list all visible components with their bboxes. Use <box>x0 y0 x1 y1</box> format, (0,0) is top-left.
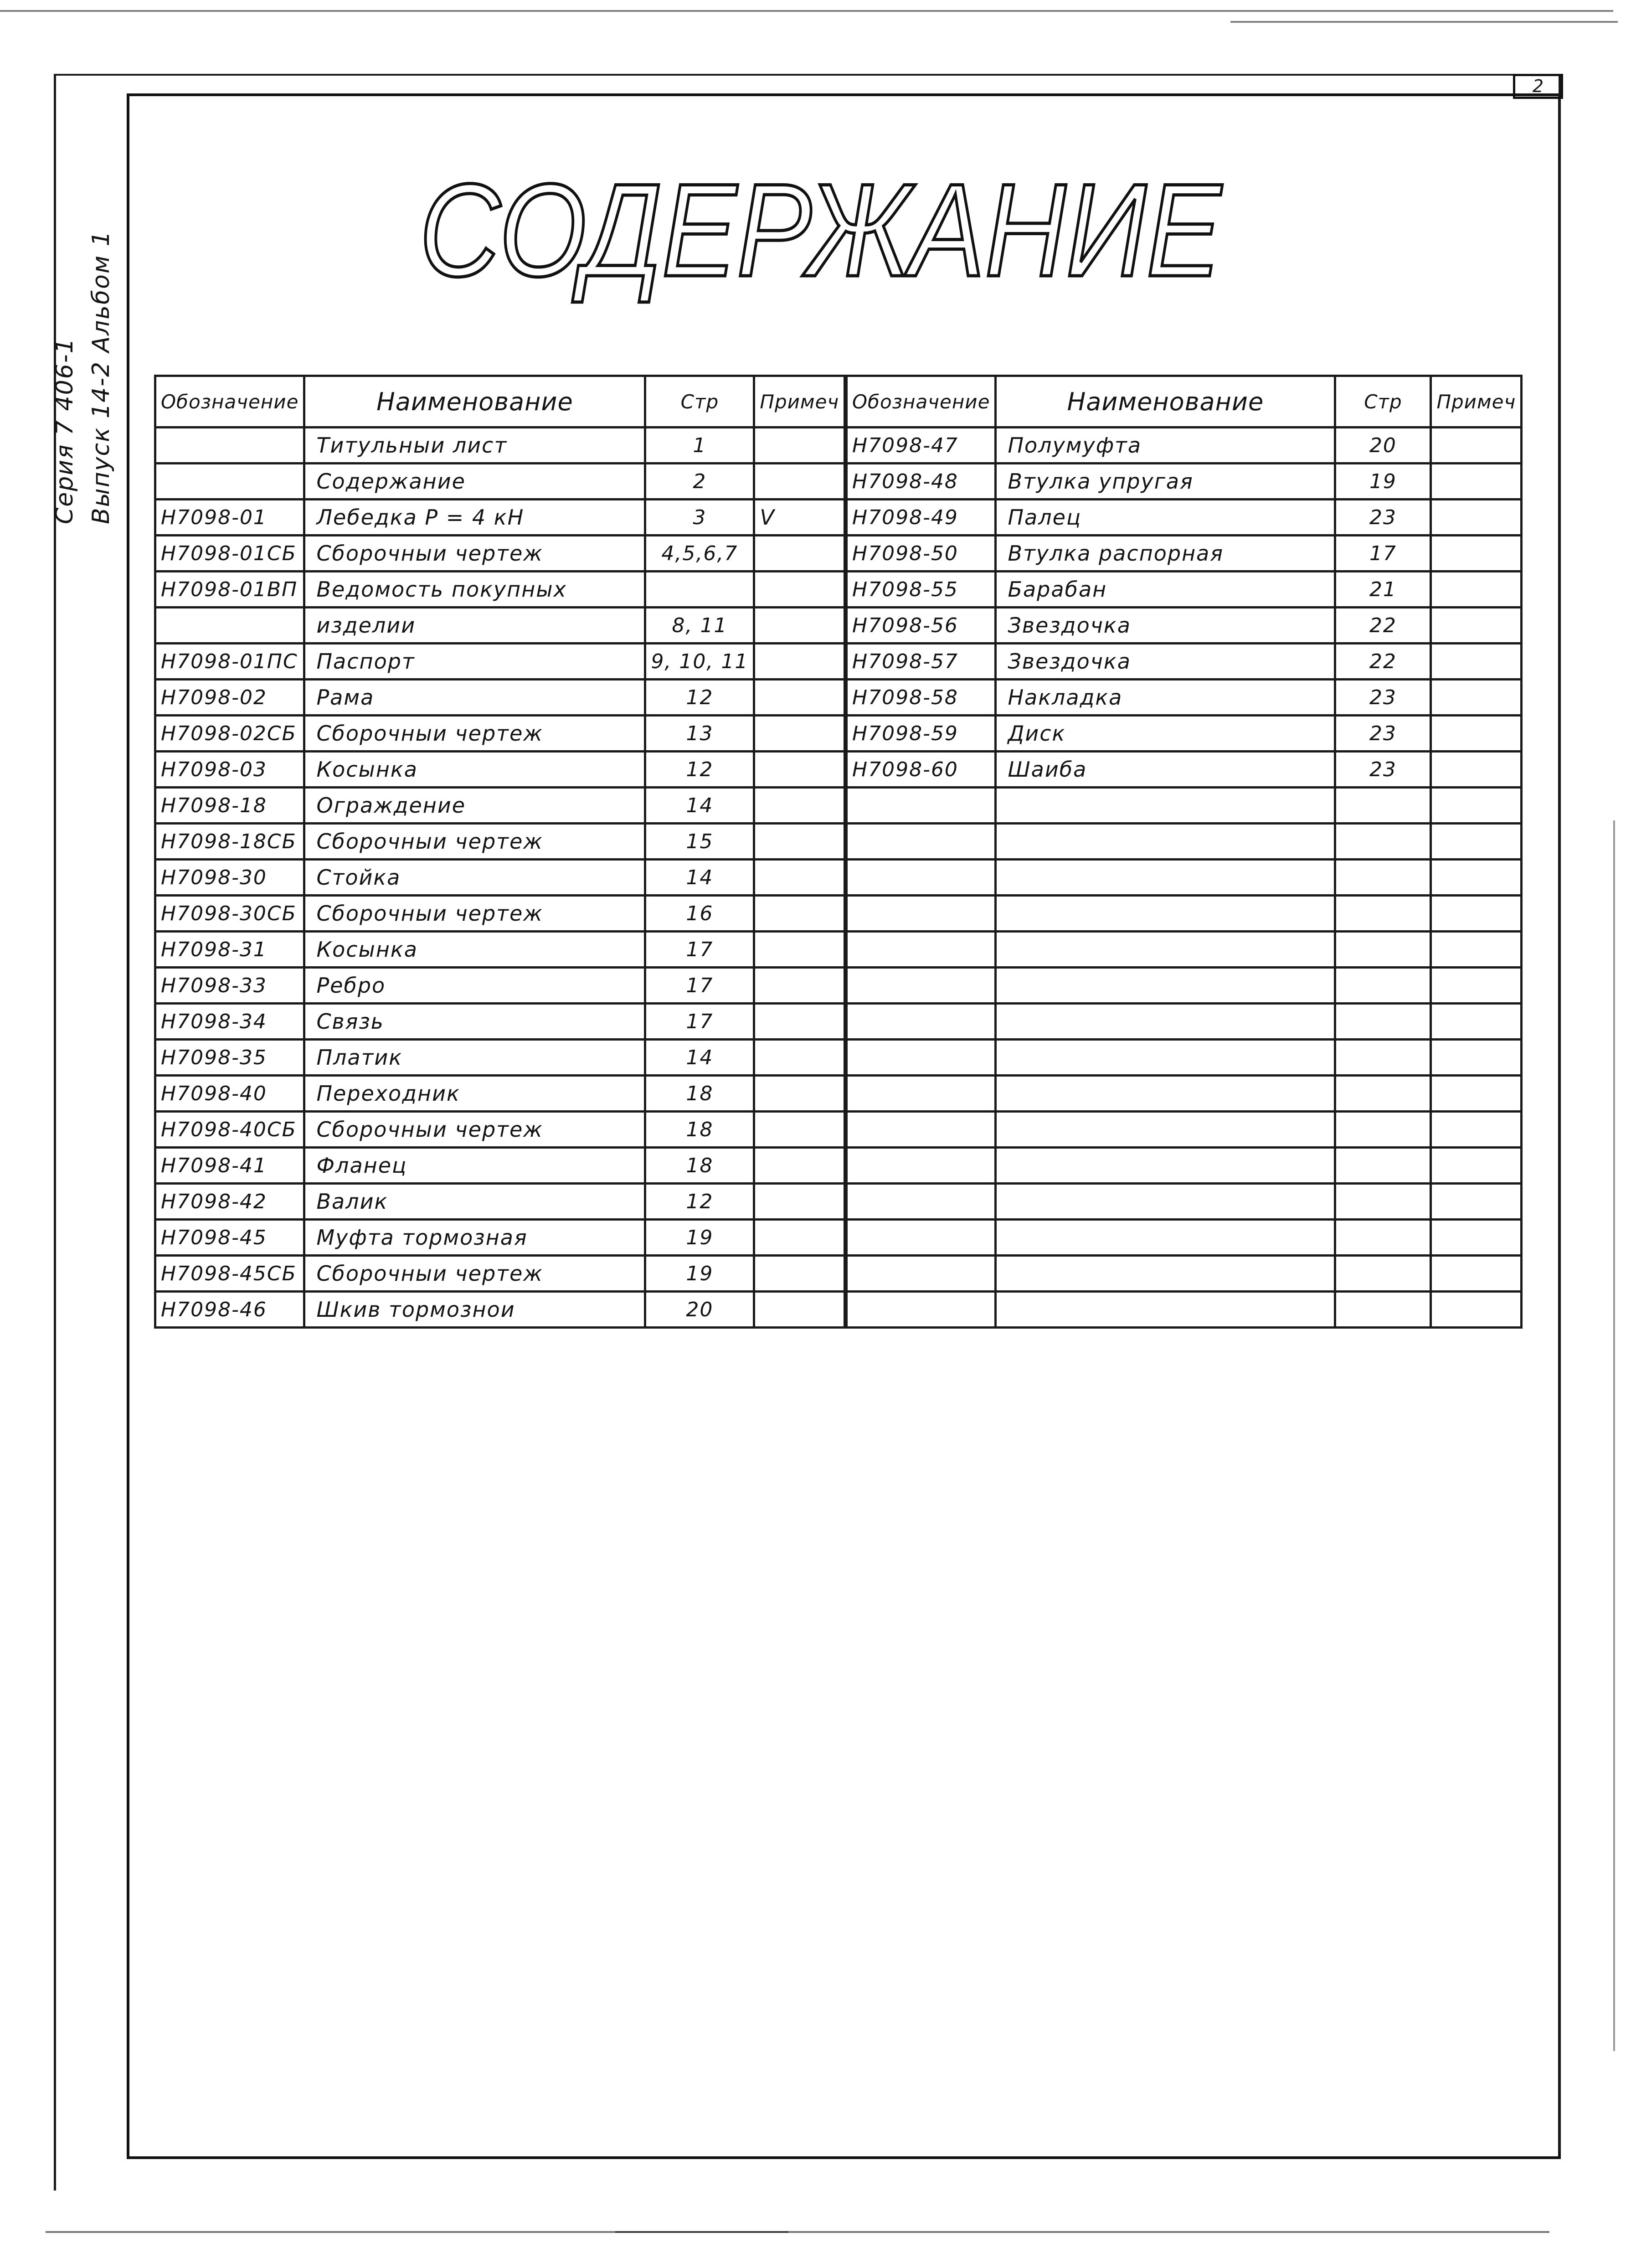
note-cell <box>754 608 845 644</box>
name-cell <box>996 896 1335 932</box>
name-cell: Ребро <box>304 968 645 1004</box>
note-cell <box>754 572 845 608</box>
code-cell <box>847 860 996 896</box>
note-cell <box>754 896 845 932</box>
note-cell <box>1431 860 1522 896</box>
note-cell <box>754 1220 845 1256</box>
toc-table-right <box>845 375 1523 1329</box>
code-cell <box>847 1184 996 1220</box>
page-cell <box>1335 1112 1431 1148</box>
header-code: Обозначение <box>847 376 996 428</box>
page-cell <box>1335 1184 1431 1220</box>
note-cell <box>754 1004 845 1040</box>
series-label: Серия 7 406-1 <box>51 337 78 524</box>
name-cell: Лебедка Р = 4 кН <box>304 500 645 536</box>
table-row <box>155 536 845 572</box>
table-row <box>847 1040 1522 1076</box>
note-cell <box>754 1292 845 1328</box>
table-row <box>847 680 1522 716</box>
code-cell <box>847 1076 996 1112</box>
code-cell: Н7098-40СБ <box>155 1112 304 1148</box>
code-cell: Н7098-45 <box>155 1220 304 1256</box>
name-cell: Валик <box>304 1184 645 1220</box>
table-row <box>847 788 1522 824</box>
top-scan-line <box>0 10 1613 12</box>
page-cell: 4,5,6,7 <box>645 536 754 572</box>
name-cell <box>996 1184 1335 1220</box>
page-cell <box>1335 1292 1431 1328</box>
header-page: Стр <box>1335 376 1431 428</box>
note-cell <box>1431 644 1522 680</box>
code-cell: Н7098-42 <box>155 1184 304 1220</box>
table-row <box>847 752 1522 788</box>
page-cell: 17 <box>645 932 754 968</box>
table-row <box>155 896 845 932</box>
code-cell: Н7098-02 <box>155 680 304 716</box>
table-row <box>847 464 1522 500</box>
note-cell <box>1431 464 1522 500</box>
name-cell <box>996 1112 1335 1148</box>
table-row <box>155 716 845 752</box>
code-cell <box>847 1112 996 1148</box>
note-cell <box>754 536 845 572</box>
page-cell: 1 <box>645 428 754 464</box>
note-cell <box>1431 1292 1522 1328</box>
code-cell: Н7098-33 <box>155 968 304 1004</box>
code-cell: Н7098-01ВП <box>155 572 304 608</box>
table-row <box>847 932 1522 968</box>
name-cell: Переходник <box>304 1076 645 1112</box>
table-row <box>155 1076 845 1112</box>
table-row <box>155 1112 845 1148</box>
note-cell <box>1431 572 1522 608</box>
page-cell <box>1335 1004 1431 1040</box>
table-row <box>847 896 1522 932</box>
note-cell <box>754 464 845 500</box>
page-cell: 23 <box>1335 752 1431 788</box>
page-cell: 14 <box>645 788 754 824</box>
issue-label: Выпуск 14-2 Альбом 1 <box>87 230 115 524</box>
code-cell <box>847 896 996 932</box>
note-cell <box>754 1256 845 1292</box>
table-row <box>155 608 845 644</box>
table-row <box>847 1220 1522 1256</box>
table-row <box>847 572 1522 608</box>
code-cell: Н7098-50 <box>847 536 996 572</box>
code-cell: Н7098-31 <box>155 932 304 968</box>
name-cell: Сборочныи чертеж <box>304 716 645 752</box>
note-cell <box>1431 788 1522 824</box>
code-cell: Н7098-30 <box>155 860 304 896</box>
note-cell <box>1431 1112 1522 1148</box>
name-cell: Полумуфта <box>996 428 1335 464</box>
table-row <box>847 1004 1522 1040</box>
page-cell: 12 <box>645 680 754 716</box>
table-row <box>847 1184 1522 1220</box>
note-cell <box>754 428 845 464</box>
note-cell <box>754 680 845 716</box>
name-cell: Втулка упругая <box>996 464 1335 500</box>
name-cell <box>996 1040 1335 1076</box>
name-cell: Шаиба <box>996 752 1335 788</box>
code-cell: Н7098-56 <box>847 608 996 644</box>
sheet-number: 2 <box>1513 74 1563 99</box>
name-cell: Косынка <box>304 932 645 968</box>
page-cell <box>1335 1220 1431 1256</box>
table-row <box>155 680 845 716</box>
page-cell: 18 <box>645 1148 754 1184</box>
table-row <box>155 860 845 896</box>
page-cell: 23 <box>1335 716 1431 752</box>
code-cell <box>847 1220 996 1256</box>
page-cell: 19 <box>645 1220 754 1256</box>
code-cell <box>847 1004 996 1040</box>
page-cell <box>1335 1076 1431 1112</box>
page-cell: 20 <box>645 1292 754 1328</box>
page-cell: 13 <box>645 716 754 752</box>
code-cell <box>847 932 996 968</box>
code-cell <box>847 1148 996 1184</box>
note-cell <box>754 1076 845 1112</box>
code-cell <box>847 968 996 1004</box>
table-row <box>155 932 845 968</box>
page-cell: 19 <box>645 1256 754 1292</box>
table-row <box>847 1148 1522 1184</box>
toc-table-left <box>154 375 846 1329</box>
note-cell <box>1431 752 1522 788</box>
name-cell: Ведомость покупных <box>304 572 645 608</box>
page-cell: 22 <box>1335 608 1431 644</box>
code-cell <box>847 1292 996 1328</box>
table-row <box>155 572 845 608</box>
code-cell: Н7098-57 <box>847 644 996 680</box>
code-cell: Н7098-40 <box>155 1076 304 1112</box>
code-cell: Н7098-34 <box>155 1004 304 1040</box>
note-cell <box>1431 824 1522 860</box>
name-cell: Шкив тормознои <box>304 1292 645 1328</box>
page-cell: 18 <box>645 1076 754 1112</box>
table-row <box>847 1076 1522 1112</box>
note-cell <box>1431 680 1522 716</box>
name-cell <box>996 824 1335 860</box>
note-cell <box>1431 1148 1522 1184</box>
code-cell: Н7098-18 <box>155 788 304 824</box>
code-cell: Н7098-58 <box>847 680 996 716</box>
name-cell: Звездочка <box>996 608 1335 644</box>
code-cell: Н7098-55 <box>847 572 996 608</box>
name-cell <box>996 968 1335 1004</box>
page-cell: 18 <box>645 1112 754 1148</box>
name-cell: Накладка <box>996 680 1335 716</box>
table-row <box>155 644 845 680</box>
note-cell <box>1431 968 1522 1004</box>
name-cell <box>996 1004 1335 1040</box>
note-cell <box>754 968 845 1004</box>
code-cell: Н7098-59 <box>847 716 996 752</box>
page-cell: 23 <box>1335 500 1431 536</box>
code-cell: Н7098-01ПС <box>155 644 304 680</box>
table-row <box>155 500 845 536</box>
code-cell <box>155 464 304 500</box>
note-cell <box>754 824 845 860</box>
table-row <box>155 464 845 500</box>
name-cell: Связь <box>304 1004 645 1040</box>
note-cell <box>754 716 845 752</box>
table-row <box>847 536 1522 572</box>
page-cell <box>1335 968 1431 1004</box>
page-cell: 14 <box>645 860 754 896</box>
name-cell: Паспорт <box>304 644 645 680</box>
top-scan-line-right <box>1230 21 1618 23</box>
code-cell <box>847 788 996 824</box>
table-header <box>155 376 845 428</box>
page-cell: 9, 10, 11 <box>645 644 754 680</box>
name-cell: Платик <box>304 1040 645 1076</box>
page-cell: 19 <box>1335 464 1431 500</box>
code-cell: Н7098-41 <box>155 1148 304 1184</box>
name-cell <box>996 788 1335 824</box>
name-cell: Втулка распорная <box>996 536 1335 572</box>
header-note: Примеч <box>1431 376 1522 428</box>
note-cell <box>754 1184 845 1220</box>
code-cell: Н7098-18СБ <box>155 824 304 860</box>
name-cell: Косынка <box>304 752 645 788</box>
header-note: Примеч <box>754 376 845 428</box>
page-cell: 3 <box>645 500 754 536</box>
table-row <box>155 752 845 788</box>
page-cell: 12 <box>645 752 754 788</box>
toc-right-body <box>847 376 1522 1328</box>
code-cell: Н7098-30СБ <box>155 896 304 932</box>
table-row <box>847 824 1522 860</box>
name-cell <box>996 1076 1335 1112</box>
note-cell <box>1431 536 1522 572</box>
note-cell <box>1431 1004 1522 1040</box>
name-cell <box>996 1220 1335 1256</box>
page-cell <box>1335 1148 1431 1184</box>
name-cell: Палец <box>996 500 1335 536</box>
name-cell: Барабан <box>996 572 1335 608</box>
table-row <box>155 788 845 824</box>
note-cell <box>754 1112 845 1148</box>
code-cell: Н7098-01 <box>155 500 304 536</box>
page-cell: 8, 11 <box>645 608 754 644</box>
table-row <box>155 1220 845 1256</box>
note-cell <box>1431 500 1522 536</box>
table-row <box>155 1256 845 1292</box>
table-row <box>155 968 845 1004</box>
note-cell <box>1431 428 1522 464</box>
header-page: Стр <box>645 376 754 428</box>
page-cell: 17 <box>645 1004 754 1040</box>
note-cell <box>754 860 845 896</box>
note-cell <box>1431 896 1522 932</box>
table-row <box>847 1292 1522 1328</box>
note-cell <box>1431 1184 1522 1220</box>
name-cell: Фланец <box>304 1148 645 1184</box>
page-cell <box>1335 932 1431 968</box>
name-cell <box>996 1256 1335 1292</box>
page-cell <box>1335 824 1431 860</box>
bottom-scan-line-right <box>615 2231 1549 2233</box>
code-cell: Н7098-02СБ <box>155 716 304 752</box>
table-row <box>155 1148 845 1184</box>
table-row <box>847 860 1522 896</box>
code-cell: Н7098-35 <box>155 1040 304 1076</box>
name-cell: Звездочка <box>996 644 1335 680</box>
name-cell: Диск <box>996 716 1335 752</box>
code-cell: Н7098-03 <box>155 752 304 788</box>
page-cell: 17 <box>645 968 754 1004</box>
code-cell: Н7098-45СБ <box>155 1256 304 1292</box>
table-row <box>847 428 1522 464</box>
note-cell: V <box>754 500 845 536</box>
page-cell: 20 <box>1335 428 1431 464</box>
note-cell <box>754 644 845 680</box>
table-row <box>155 1184 845 1220</box>
frame-right-line <box>1559 74 1561 2152</box>
table-row <box>847 716 1522 752</box>
code-cell: Н7098-47 <box>847 428 996 464</box>
table-row <box>847 644 1522 680</box>
table-row <box>847 1256 1522 1292</box>
table-row <box>155 428 845 464</box>
right-edge-line <box>1613 820 1615 2051</box>
table-row <box>847 1112 1522 1148</box>
page-title <box>419 155 1240 304</box>
page-cell: 14 <box>645 1040 754 1076</box>
note-cell <box>754 788 845 824</box>
note-cell <box>1431 1220 1522 1256</box>
page-cell <box>1335 788 1431 824</box>
table-row <box>847 608 1522 644</box>
table-row <box>155 1292 845 1328</box>
table-row <box>155 1040 845 1076</box>
name-cell: Муфта тормозная <box>304 1220 645 1256</box>
page-title-text: СОДЕРЖАНИЕ <box>419 156 1224 304</box>
page-cell: 22 <box>1335 644 1431 680</box>
page-cell <box>1335 1256 1431 1292</box>
header-code: Обозначение <box>155 376 304 428</box>
note-cell <box>1431 716 1522 752</box>
code-cell <box>847 1256 996 1292</box>
toc-left-body <box>155 376 845 1328</box>
code-cell <box>155 428 304 464</box>
name-cell <box>996 1148 1335 1184</box>
page-cell <box>1335 896 1431 932</box>
code-cell: Н7098-48 <box>847 464 996 500</box>
name-cell <box>996 1292 1335 1328</box>
note-cell <box>1431 1076 1522 1112</box>
code-cell <box>155 608 304 644</box>
header-name: Наименование <box>304 376 645 428</box>
note-cell <box>754 1148 845 1184</box>
table-row <box>847 500 1522 536</box>
name-cell: Содержание <box>304 464 645 500</box>
code-cell <box>847 1040 996 1076</box>
name-cell: Ограждение <box>304 788 645 824</box>
header-name: Наименование <box>996 376 1335 428</box>
page-cell <box>645 572 754 608</box>
name-cell: изделии <box>304 608 645 644</box>
page-cell <box>1335 1040 1431 1076</box>
note-cell <box>754 752 845 788</box>
note-cell <box>1431 608 1522 644</box>
name-cell: Титульныи лист <box>304 428 645 464</box>
table-row <box>155 824 845 860</box>
name-cell: Стойка <box>304 860 645 896</box>
page-cell: 21 <box>1335 572 1431 608</box>
page-cell: 17 <box>1335 536 1431 572</box>
code-cell: Н7098-01СБ <box>155 536 304 572</box>
page-cell: 12 <box>645 1184 754 1220</box>
page-cell <box>1335 860 1431 896</box>
name-cell <box>996 932 1335 968</box>
table-row <box>847 968 1522 1004</box>
code-cell: Н7098-60 <box>847 752 996 788</box>
note-cell <box>1431 932 1522 968</box>
note-cell <box>1431 1040 1522 1076</box>
page-cell: 23 <box>1335 680 1431 716</box>
table-header <box>847 376 1522 428</box>
name-cell: Сборочныи чертеж <box>304 896 645 932</box>
note-cell <box>1431 1256 1522 1292</box>
note-cell <box>754 1040 845 1076</box>
table-row <box>155 1004 845 1040</box>
name-cell: Сборочныи чертеж <box>304 824 645 860</box>
page-cell: 2 <box>645 464 754 500</box>
page-cell: 15 <box>645 824 754 860</box>
name-cell: Сборочныи чертеж <box>304 1256 645 1292</box>
name-cell <box>996 860 1335 896</box>
name-cell: Сборочныи чертеж <box>304 1112 645 1148</box>
name-cell: Рама <box>304 680 645 716</box>
name-cell: Сборочныи чертеж <box>304 536 645 572</box>
code-cell: Н7098-46 <box>155 1292 304 1328</box>
page-cell: 16 <box>645 896 754 932</box>
note-cell <box>754 932 845 968</box>
code-cell: Н7098-49 <box>847 500 996 536</box>
code-cell <box>847 824 996 860</box>
